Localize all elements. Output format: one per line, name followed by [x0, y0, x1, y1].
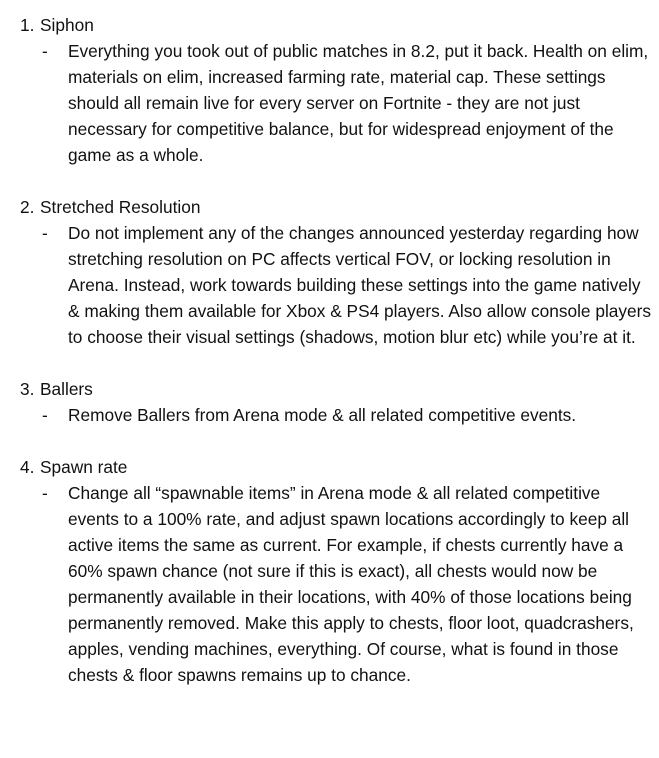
item-title: Stretched Resolution: [40, 197, 201, 217]
sub-bullet: [42, 220, 659, 350]
bullet-text: Remove Ballers from Arena mode & all related competitive events.: [68, 405, 577, 425]
bullet-text: Everything you took out of public matches in 8.2, put it back. Health on elim, materials on elim, increased farming rate, material cap. These settings should all remain live for every server on Fortnite - they are not just necessary for competitive balance, but for widespread enjoyment of the game as a whole.: [68, 41, 649, 165]
sub-bullet: [42, 480, 659, 688]
section-heading: [20, 376, 659, 402]
item-number: 2.: [20, 197, 35, 217]
list-item-spawn-rate: [20, 454, 659, 688]
list-item-siphon: [20, 12, 659, 168]
item-title: Ballers: [40, 379, 93, 399]
item-number: 3.: [20, 379, 35, 399]
sub-bullet: [42, 38, 659, 168]
item-number: 1.: [20, 15, 35, 35]
dash-bullet: -: [42, 41, 48, 61]
dash-bullet: -: [42, 483, 48, 503]
dash-bullet: -: [42, 223, 48, 243]
sub-bullet: [42, 402, 659, 428]
item-number: 4.: [20, 457, 35, 477]
section-heading: [20, 454, 659, 480]
bullet-text: Do not implement any of the changes announced yesterday regarding how stretching resolution on PC affects vertical FOV, or locking resolution in Arena. Instead, work towards building these settings into the game natively & making them available for Xbox & PS4 players. Also allow console players to choose their visual settings (shadows, motion blur etc) while you’re at it.: [68, 223, 652, 347]
item-title: Spawn rate: [40, 457, 128, 477]
item-title: Siphon: [40, 15, 94, 35]
section-heading: [20, 194, 659, 220]
dash-bullet: -: [42, 405, 48, 425]
list-item-stretched-resolution: [20, 194, 659, 350]
bullet-text: Change all “spawnable items” in Arena mode & all related competitive events to a 100% rate, and adjust spawn locations accordingly to keep all active items the same as current. For example, if chests currently have a 60% spawn chance (not sure if this is exact), all chests would now be permanently available in their locations, with 40% of those locations being permanently removed. Make this apply to chests, floor loot, quadcrashers, apples, vending machines, everything. Of course, what is found in those chests & floor spawns remains up to chance.: [68, 483, 634, 685]
list-item-ballers: [20, 376, 659, 428]
section-heading: [20, 12, 659, 38]
